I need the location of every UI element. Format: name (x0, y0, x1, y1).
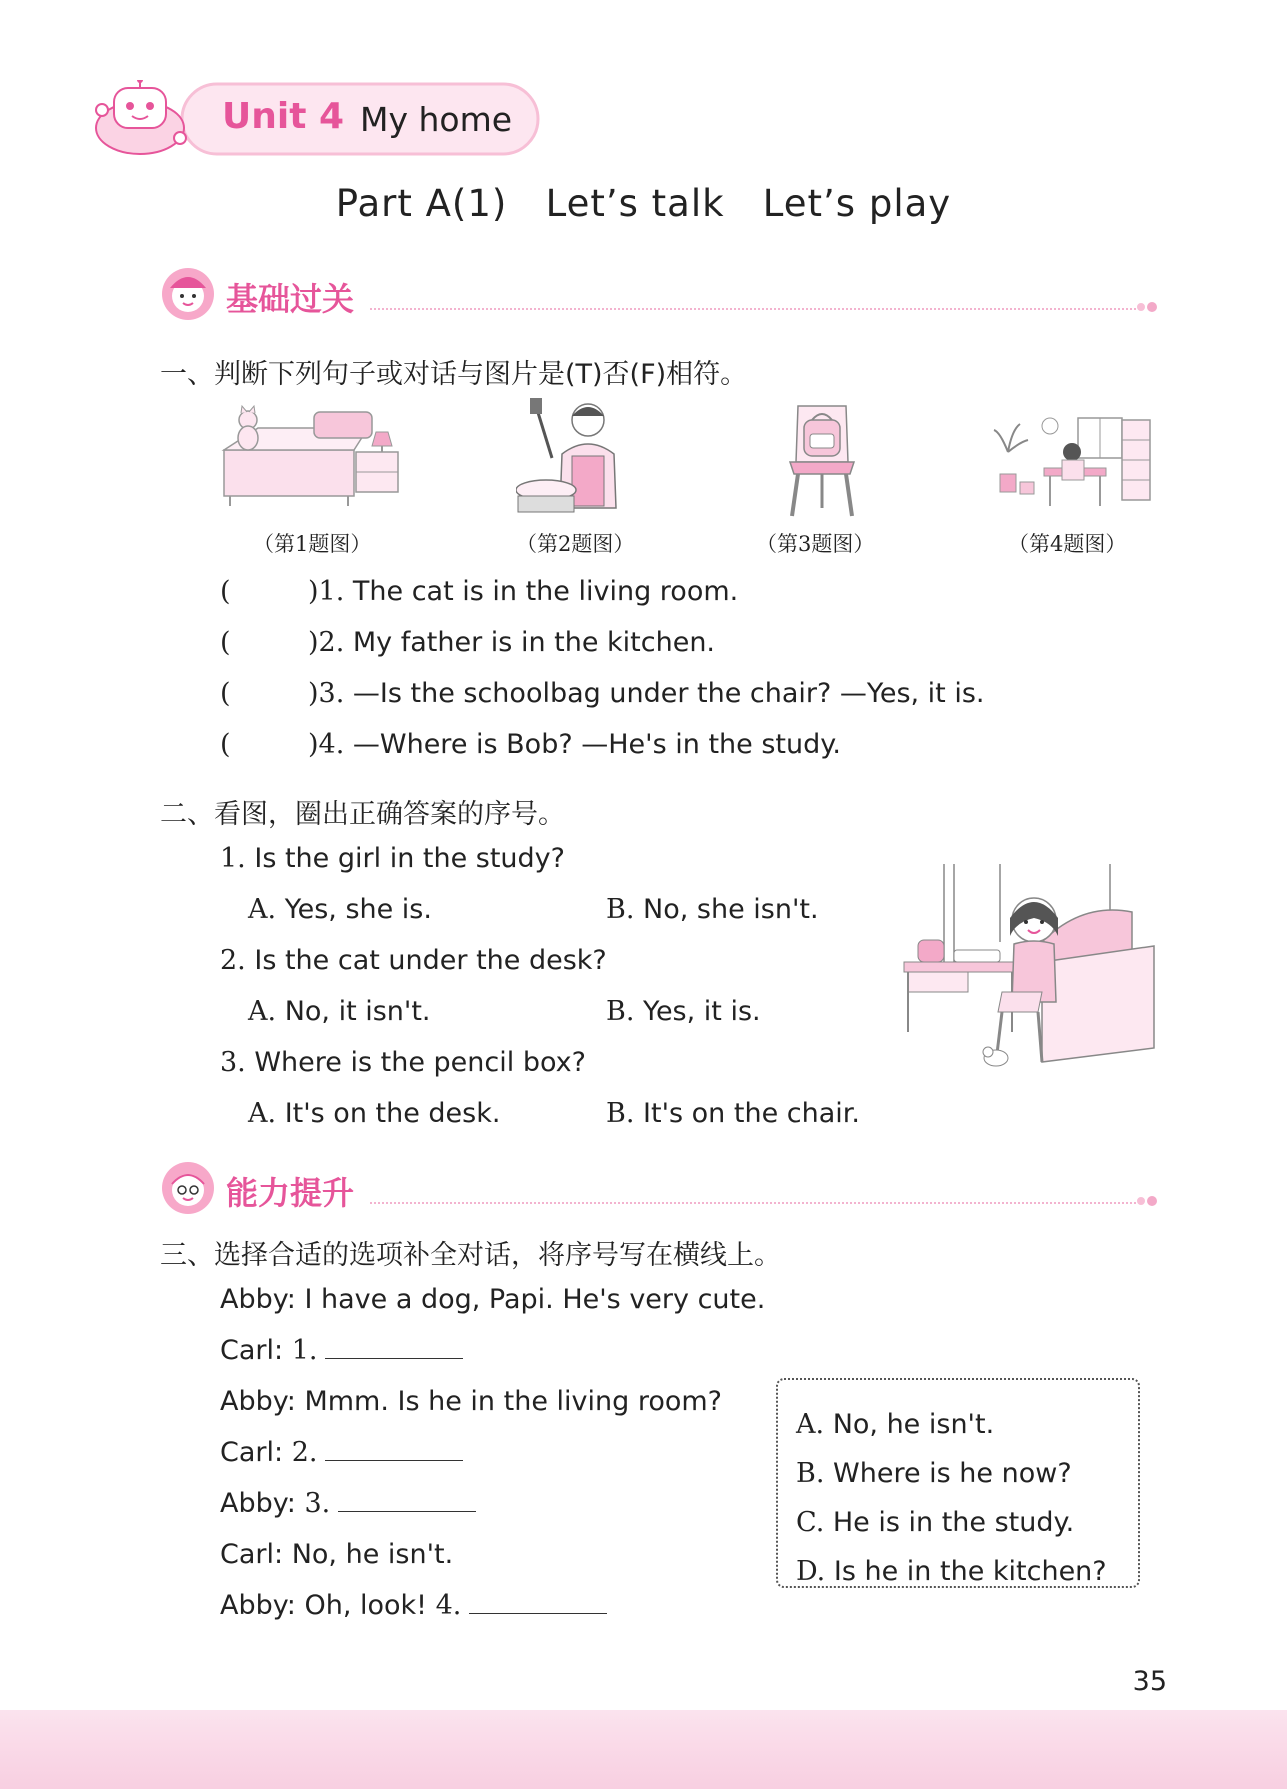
section-divider (370, 308, 1136, 310)
item-number: )4. (308, 729, 345, 760)
mc-option-3b[interactable] (606, 1098, 860, 1129)
speaker-name: Carl: (220, 1335, 284, 1366)
blank-number: 3. (304, 1488, 331, 1519)
option-d: D. Is he in the kitchen? (796, 1556, 1107, 1587)
item-number: 2. (220, 945, 246, 976)
item-number: )3. (308, 678, 345, 709)
tf-item-1 (220, 576, 738, 607)
speaker-name: Carl: (220, 1437, 284, 1468)
option-letter: A. (248, 996, 277, 1027)
dots-ornament-icon (1136, 300, 1158, 314)
speaker-name: Abby: (220, 1386, 296, 1417)
bottom-band (0, 1710, 1287, 1789)
option-letter: B. (606, 1098, 635, 1129)
option-letter: B. (606, 996, 635, 1027)
page-number: 35 (1132, 1666, 1167, 1697)
section-header-advanced (160, 1160, 1158, 1220)
item-number: 1. (220, 843, 246, 874)
answer-paren[interactable]: ( (220, 678, 231, 709)
answer-paren[interactable]: ( (220, 576, 231, 607)
mc-option-2b[interactable] (606, 996, 761, 1027)
mc-question-1 (220, 843, 565, 874)
mc-question-2 (220, 945, 607, 976)
dialogue-line-4 (220, 1437, 463, 1468)
mc-option-1a[interactable] (248, 894, 432, 925)
mc-option-2a[interactable] (248, 996, 431, 1027)
option-a: A. No, he isn't. (796, 1409, 995, 1440)
answer-paren[interactable]: ( (220, 627, 231, 658)
dialogue-line-1 (220, 1284, 765, 1315)
blank-number: 1. (291, 1335, 318, 1366)
bedroom-cat-picture (218, 402, 410, 510)
tf-item-3 (220, 678, 985, 709)
dialogue-line-3 (220, 1386, 722, 1417)
mc-question-3 (220, 1047, 586, 1078)
unit-title: Unit 4 (222, 96, 344, 137)
question-text: Where is the pencil box? (254, 1047, 586, 1078)
question-2-title: 二、看图，圈出正确答案的序号。 (160, 799, 565, 830)
answer-blank[interactable] (469, 1590, 607, 1614)
answer-blank[interactable] (325, 1437, 463, 1461)
option-text: No, she isn't. (643, 894, 819, 925)
option-letter: A. (248, 894, 277, 925)
tf-item-4 (220, 729, 841, 760)
dialogue-text: I have a dog, Papi. He's very cute. (304, 1284, 766, 1315)
girl-avatar-icon (160, 266, 216, 322)
dots-ornament-icon (1136, 1194, 1158, 1208)
option-text: It's on the chair. (643, 1098, 860, 1129)
figure-caption-2: （第2题图） (516, 532, 635, 556)
option-letter: A. (248, 1098, 277, 1129)
section-header-basic (160, 266, 1158, 326)
mc-option-3a[interactable] (248, 1098, 500, 1129)
part-title: Part A(1) Let’s talk Let’s play (335, 182, 952, 225)
dialogue-text: Oh, look! (304, 1590, 427, 1621)
speaker-name: Abby: (220, 1488, 296, 1519)
dialogue-line-7 (220, 1590, 607, 1621)
option-text: Yes, she is. (284, 894, 432, 925)
question-1-title: 一、判断下列句子或对话与图片是(T)否(F)相符。 (160, 359, 748, 390)
question-3-title: 三、选择合适的选项补全对话，将序号写在横线上。 (160, 1240, 781, 1271)
answer-blank[interactable] (325, 1335, 463, 1359)
item-text: —Where is Bob? —He's in the study. (352, 729, 841, 760)
girl-bedroom-picture (892, 862, 1156, 1080)
answer-blank[interactable] (338, 1488, 476, 1512)
section-title-advanced: 能力提升 (226, 1174, 355, 1212)
study-room-picture (990, 412, 1152, 512)
speaker-name: Abby: (220, 1590, 296, 1621)
item-number: 3. (220, 1047, 246, 1078)
father-cooking-picture (516, 398, 640, 514)
options-box (776, 1378, 1140, 1588)
dialogue-text: No, he isn't. (291, 1539, 454, 1570)
item-number: )1. (308, 576, 345, 607)
option-text: It's on the desk. (284, 1098, 501, 1129)
question-text: Is the cat under the desk? (254, 945, 607, 976)
item-number: )2. (308, 627, 345, 658)
boy-avatar-icon (160, 1160, 216, 1216)
speaker-name: Carl: (220, 1539, 284, 1570)
option-letter: B. (606, 894, 635, 925)
blank-number: 2. (291, 1437, 318, 1468)
option-b: B. Where is he now? (796, 1458, 1072, 1489)
item-text: —Is the schoolbag under the chair? —Yes, it is. (352, 678, 985, 709)
dialogue-line-2 (220, 1335, 463, 1366)
unit-name: My home (360, 100, 513, 139)
speaker-name: Abby: (220, 1284, 296, 1315)
dialogue-line-6 (220, 1539, 453, 1570)
figure-caption-4: （第4题图） (1008, 532, 1127, 556)
schoolbag-chair-picture (776, 400, 866, 518)
option-text: No, it isn't. (284, 996, 431, 1027)
dialogue-line-5 (220, 1488, 476, 1519)
dialogue-text: Mmm. Is he in the living room? (304, 1386, 723, 1417)
figure-caption-1: （第1题图） (253, 532, 372, 556)
robot-mascot-icon (96, 80, 186, 154)
tf-item-2 (220, 627, 715, 658)
figure-caption-3: （第3题图） (756, 532, 875, 556)
item-text: The cat is in the living room. (352, 576, 739, 607)
section-divider (370, 1202, 1136, 1204)
blank-number: 4. (435, 1590, 462, 1621)
option-c: C. He is in the study. (796, 1507, 1075, 1538)
option-text: Yes, it is. (643, 996, 761, 1027)
section-title-basic: 基础过关 (226, 280, 355, 318)
answer-paren[interactable]: ( (220, 729, 231, 760)
mc-option-1b[interactable] (606, 894, 819, 925)
item-text: My father is in the kitchen. (352, 627, 716, 658)
question-text: Is the girl in the study? (254, 843, 565, 874)
